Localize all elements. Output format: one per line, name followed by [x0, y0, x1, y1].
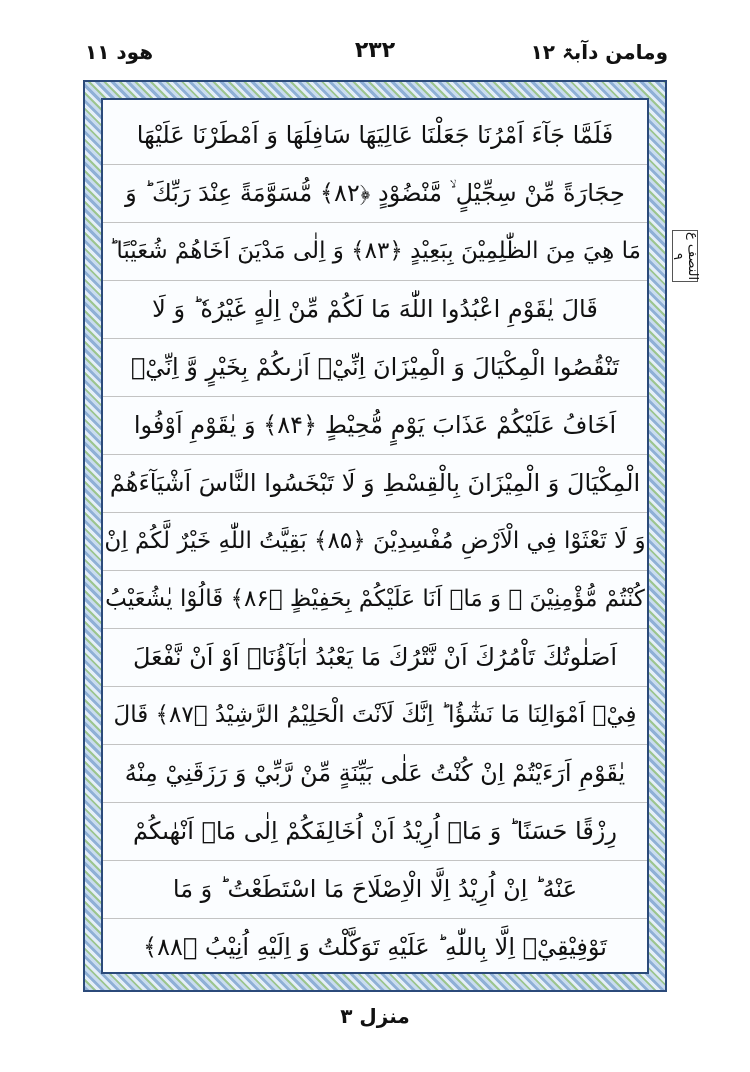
verse-line: تَنْقُصُوا الْمِكْيَالَ وَ الْمِيْزَانَ اِنِّيْۤ اَرٰىكُمْ بِخَيْرٍ وَّ اِنِّيْۤ — [103, 338, 647, 397]
header-juz-title: ومامن دآبۃ ۱۲ — [530, 40, 668, 64]
verse-line: فِيْۤ اَمْوَالِنَا مَا نَشٰٓؤُا ؕ اِنَّكَ لَاَنْتَ الْحَلِيْمُ الرَّشِيْدُ ﴿۸۷﴾ قَالَ — [103, 686, 647, 745]
verse-line: وَ لَا تَعْثَوْا فِي الْاَرْضِ مُفْسِدِيْنَ ﴿۸۵﴾ بَقِيَّتُ اللّٰهِ خَيْرٌ لَّكُمْ اِنْ — [103, 512, 647, 571]
manzil-footer: منزل ۳ — [340, 1004, 410, 1028]
verse-line: عَنْهُ ؕ اِنْ اُرِيْدُ اِلَّا الْاِصْلَاحَ مَا اسْتَطَعْتُ ؕ وَ مَا — [103, 860, 647, 919]
verse-line: اَخَافُ عَلَيْكُمْ عَذَابَ يَوْمٍ مُّحِيْطٍ ﴿۸۴﴾ وَ يٰقَوْمِ اَوْفُوا — [103, 396, 647, 455]
header-surah-title: ھود ۱۱ — [85, 40, 154, 64]
verse-line: فَلَمَّا جَآءَ اَمْرُنَا جَعَلْنَا عَالِيَهَا سَافِلَهَا وَ اَمْطَرْنَا عَلَيْهَا — [103, 106, 647, 165]
margin-marker: النصف ع ۹ — [670, 231, 700, 281]
verse-line: رِزْقًا حَسَنًا ؕ وَ مَاۤ اُرِيْدُ اَنْ اُخَالِفَكُمْ اِلٰى مَاۤ اَنْهٰىكُمْ — [103, 802, 647, 861]
verse-line: تَوْفِيْقِيْۤ اِلَّا بِاللّٰهِ ؕ عَلَيْهِ تَوَكَّلْتُ وَ اِلَيْهِ اُنِيْبُ ﴿۸۸﴾ — [143, 933, 607, 961]
verse-line: يٰقَوْمِ اَرَءَيْتُمْ اِنْ كُنْتُ عَلٰى بَيِّنَةٍ مِّنْ رَّبِّيْ وَ رَزَقَنِيْ مِنْهُ — [103, 744, 647, 803]
verse-line: حِجَارَةً مِّنْ سِجِّيْلٍ ۙ مَّنْضُوْدٍ ﴿۸۲﴾ مُّسَوَّمَةً عِنْدَ رَبِّكَ ؕ وَ — [103, 164, 647, 223]
verse-line: الْمِكْيَالَ وَ الْمِيْزَانَ بِالْقِسْطِ وَ لَا تَبْخَسُوا النَّاسَ اَشْيَآءَهُمْ — [103, 454, 647, 513]
verse-line: اَصَلٰوتُكَ تَاْمُرُكَ اَنْ نَّتْرُكَ مَا يَعْبُدُ اٰبَآؤُنَاۤ اَوْ اَنْ نَّفْعَلَ — [103, 628, 647, 687]
ornamental-border — [83, 80, 667, 992]
page-number: ۲۳۲ — [354, 38, 396, 63]
verse-text-area — [101, 98, 649, 974]
verse-line: كُنْتُمْ مُّؤْمِنِيْنَ ۚ وَ مَاۤ اَنَا عَلَيْكُمْ بِحَفِيْظٍ ﴿۸۶﴾ قَالُوْا يٰشُعَيْبُ — [103, 570, 647, 629]
verse-line: قَالَ يٰقَوْمِ اعْبُدُوا اللّٰهَ مَا لَكُمْ مِّنْ اِلٰهٍ غَيْرُهٗ ؕ وَ لَا — [103, 280, 647, 339]
verse-line: مَا هِيَ مِنَ الظّٰلِمِيْنَ بِبَعِيْدٍ ﴿۸۳﴾ وَ اِلٰى مَدْيَنَ اَخَاهُمْ شُعَيْبًا ؕ — [103, 222, 647, 281]
